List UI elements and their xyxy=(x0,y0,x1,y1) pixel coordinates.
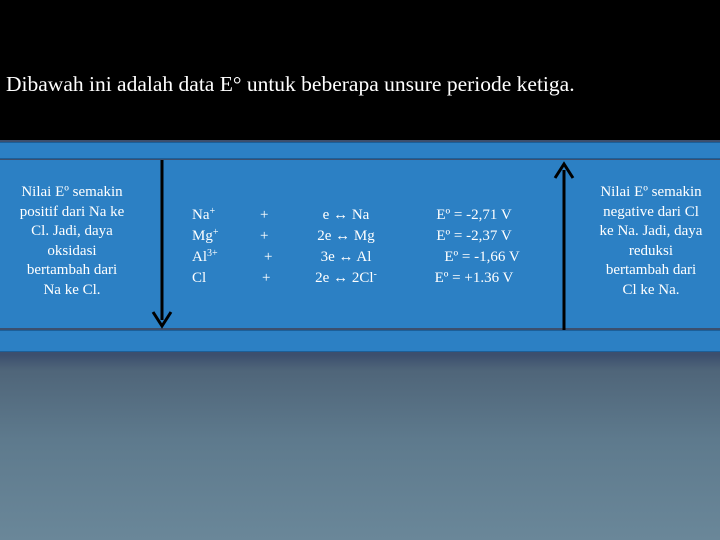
potential-value: Eº = -2,71 V xyxy=(436,207,512,223)
half-reaction: 2e ↔ Mg xyxy=(317,228,375,244)
plus-sign: + xyxy=(260,207,269,223)
title-band xyxy=(0,0,720,140)
plus-sign: + xyxy=(260,228,269,244)
arrow-up-icon xyxy=(552,158,576,330)
ion-mg: Mg+ xyxy=(192,227,219,244)
ion-cl: Cl xyxy=(192,270,207,286)
bottom-strip xyxy=(0,330,720,352)
potential-value: Eº = -2,37 V xyxy=(436,228,512,244)
potential-column xyxy=(420,205,528,289)
ion-na: Na+ xyxy=(192,206,216,223)
half-reaction: 3e ↔ Al xyxy=(320,249,372,265)
half-reaction-column xyxy=(308,205,384,289)
potential-value: Eº = -1,66 V xyxy=(444,249,520,265)
left-note: Nilai Eº semakin positif dari Na ke Cl. Jadi, daya oksidasi bertambah dari Na ke Cl. xyxy=(19,184,125,298)
plus-sign: + xyxy=(264,249,273,265)
ion-al: $Al^{3+}$ xyxy=(192,248,218,265)
plus-column xyxy=(260,205,272,289)
plus-sign: + xyxy=(262,270,271,286)
arrow-down-icon xyxy=(150,160,174,332)
top-strip xyxy=(0,142,720,159)
half-reaction: e ↔ Na xyxy=(322,207,370,223)
right-note: Nilai Eº semakin negative dari Cl ke Na. Jadi, daya reduksi bertambah dari Cl ke Na. xyxy=(599,184,703,298)
potential-value: Eº = +1.36 V xyxy=(434,270,514,286)
half-reaction: 2e ↔ 2Cl- xyxy=(315,269,377,286)
slide-title: Dibawah ini adalah data E° untuk beberapa unsure periode ketiga. xyxy=(6,72,575,96)
ion-column xyxy=(192,205,218,289)
